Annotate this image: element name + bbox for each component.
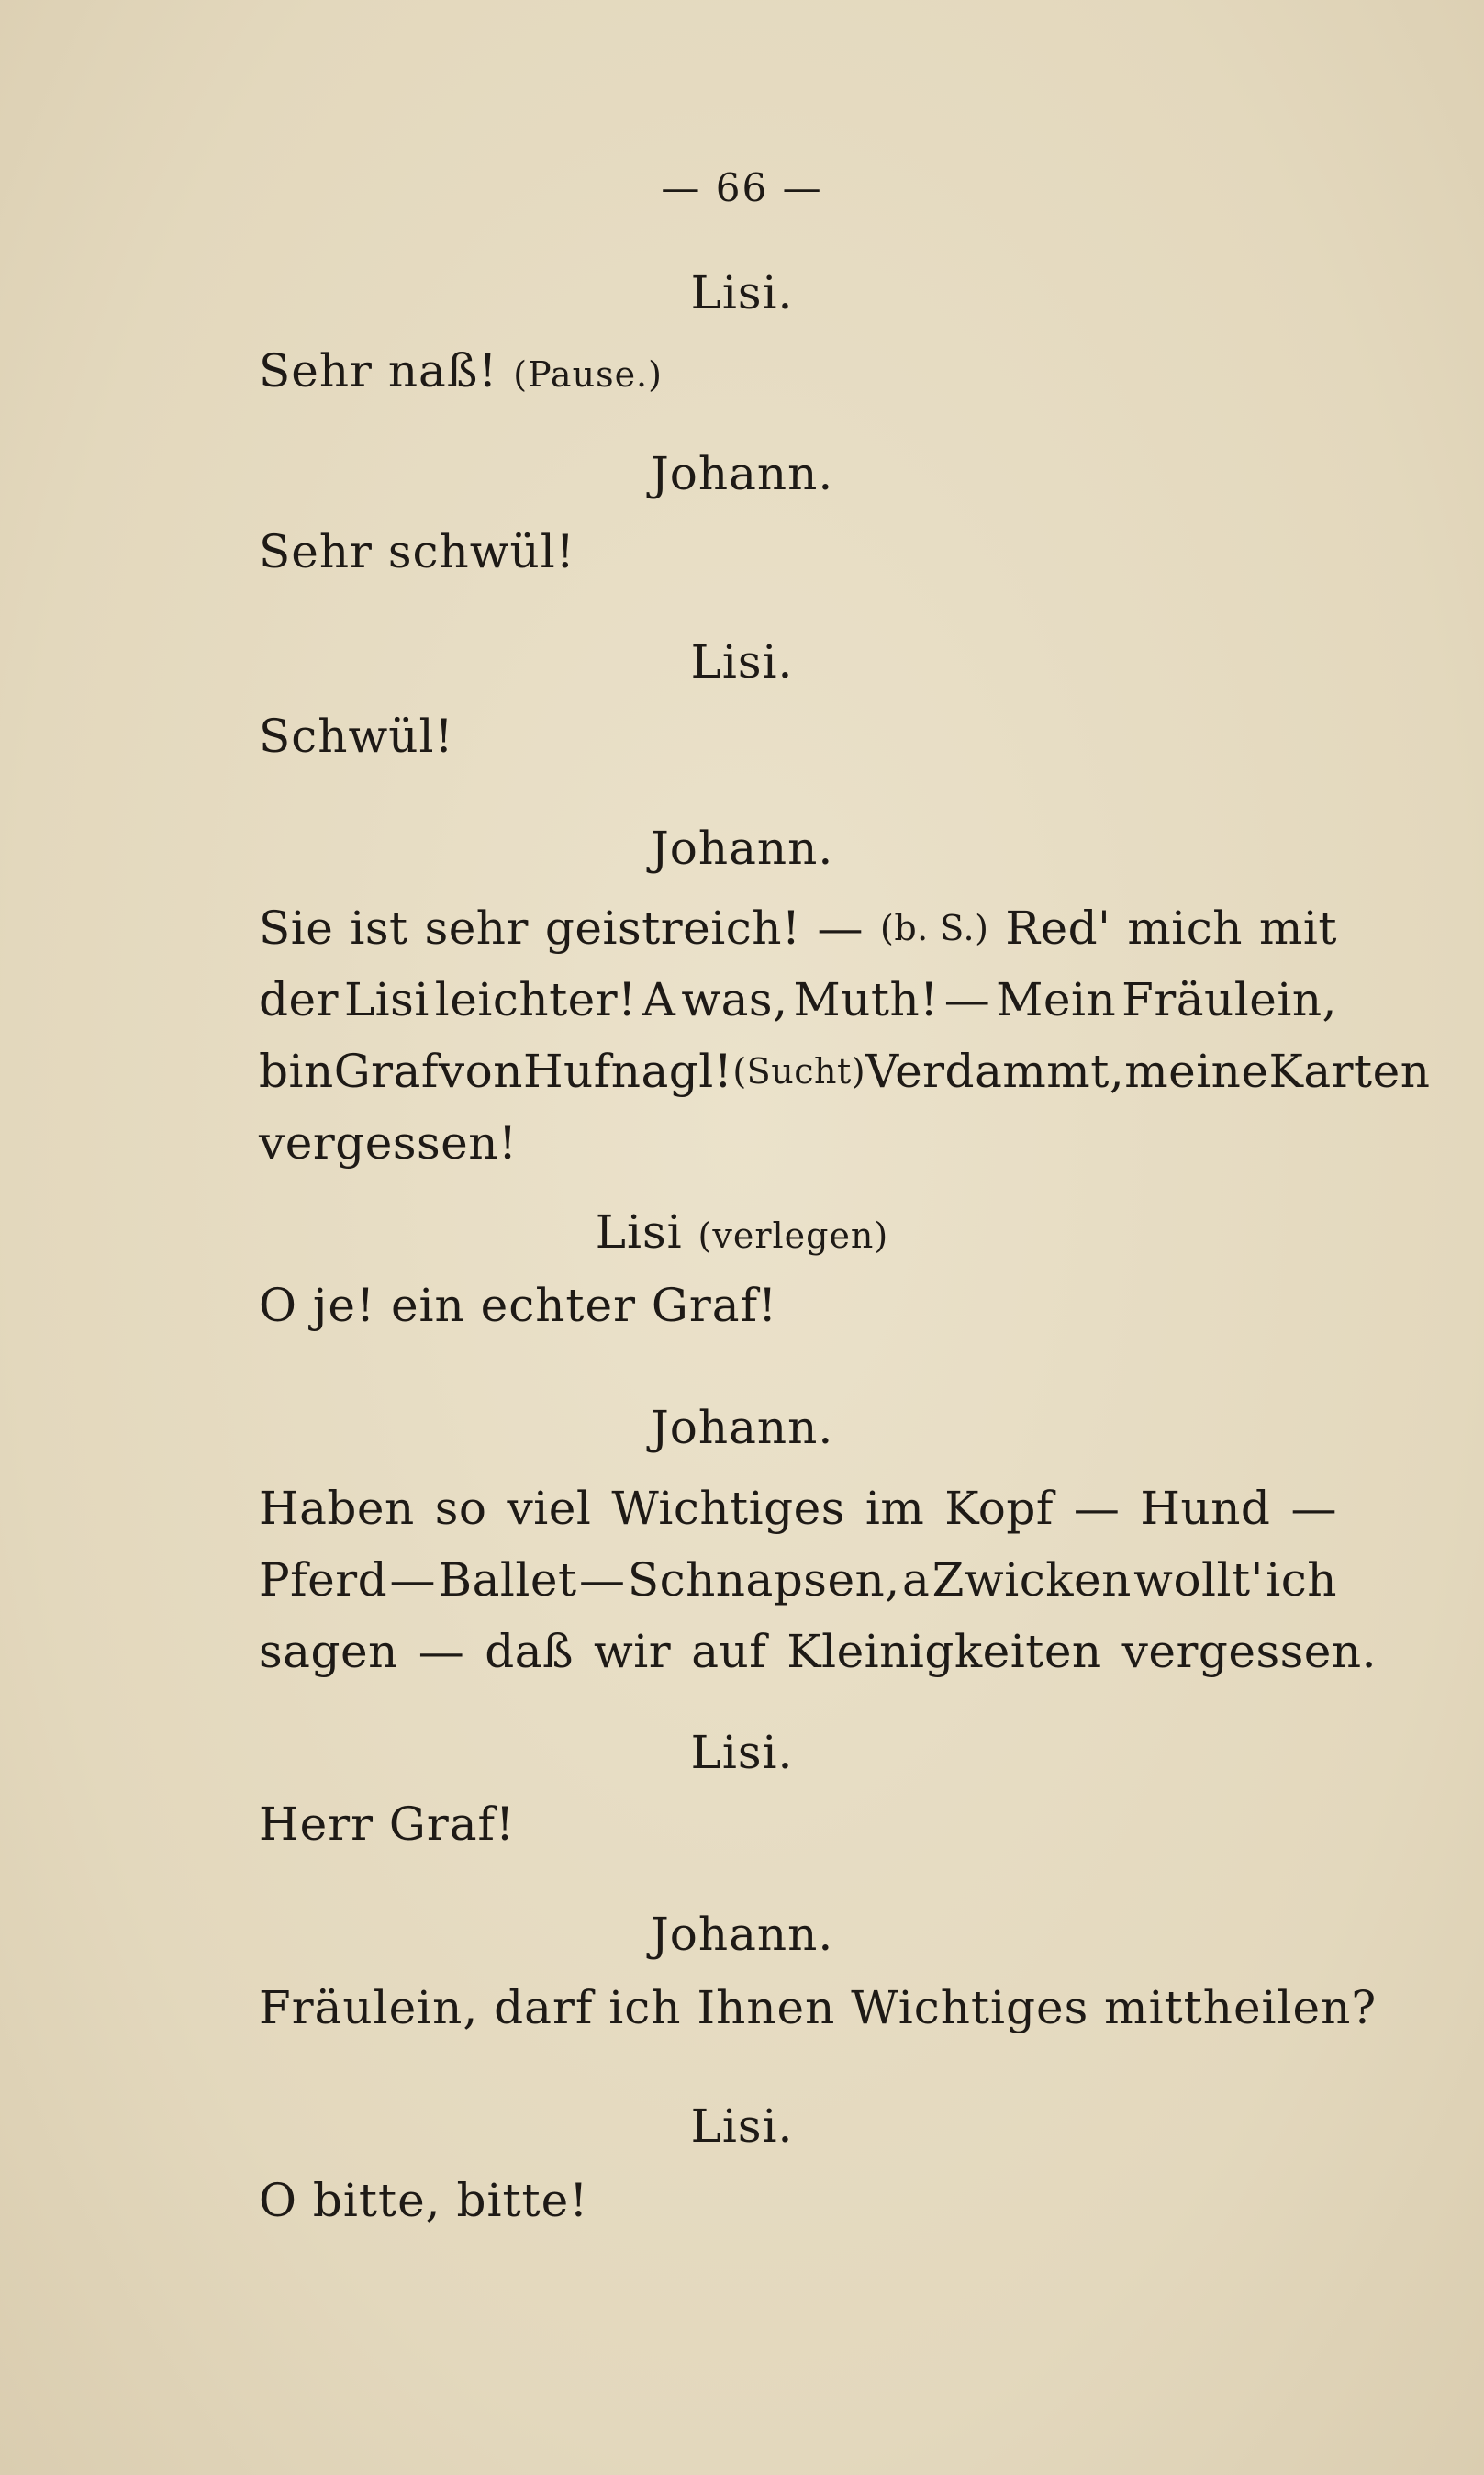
word: Schnapsen, bbox=[627, 1553, 900, 1607]
speaker-line bbox=[0, 1205, 1484, 1259]
word: sagen bbox=[259, 1625, 398, 1678]
dialogue-line: Sehr schwül! bbox=[259, 525, 575, 578]
dialogue-line: Schwül! bbox=[259, 710, 454, 763]
speaker-name: Lisi. bbox=[690, 635, 794, 689]
dialogue-line: Fräulein, darf ich Ihnen Wichtiges mittheilen? bbox=[259, 1981, 1378, 2034]
stage-direction: (Sucht) bbox=[732, 1051, 866, 1092]
speaker-name: Lisi. bbox=[690, 1726, 794, 1779]
word: vergessen. bbox=[1121, 1625, 1377, 1678]
word: geistreich! bbox=[544, 902, 801, 955]
word: Zwicken bbox=[932, 1553, 1132, 1607]
speaker-name: Johann. bbox=[650, 1401, 834, 1454]
word: was, bbox=[681, 973, 788, 1026]
paragraph-line bbox=[259, 1616, 1377, 1687]
word: Muth! bbox=[793, 973, 939, 1026]
dialogue-paragraph bbox=[259, 892, 1431, 1179]
word: Sie bbox=[259, 902, 334, 955]
word: A bbox=[642, 973, 676, 1026]
stage-direction: (verlegen) bbox=[697, 1215, 889, 1256]
speaker-name: Lisi. bbox=[690, 266, 794, 319]
word: Mein bbox=[996, 973, 1117, 1026]
word: Lisi bbox=[343, 973, 430, 1026]
word: — bbox=[943, 973, 991, 1026]
word: — bbox=[1073, 1482, 1121, 1535]
word: — bbox=[578, 1553, 626, 1607]
word: mich bbox=[1127, 902, 1243, 955]
word: Wichtiges bbox=[611, 1482, 845, 1535]
word: meine bbox=[1124, 1045, 1269, 1098]
word: viel bbox=[507, 1482, 592, 1535]
word: sehr bbox=[424, 902, 529, 955]
speaker-name: Johann. bbox=[650, 447, 834, 500]
word: — bbox=[817, 902, 865, 955]
word: Kleinigkeiten bbox=[787, 1625, 1102, 1678]
word: vergessen! bbox=[259, 1116, 518, 1170]
word: daß bbox=[485, 1625, 574, 1678]
paragraph-line bbox=[259, 1544, 1337, 1616]
word: a bbox=[902, 1553, 931, 1607]
dialogue-text: Sehr naß! bbox=[259, 344, 498, 398]
word: im bbox=[865, 1482, 925, 1535]
word: Haben bbox=[259, 1482, 415, 1535]
page-number: — 66 — bbox=[661, 165, 823, 210]
paragraph-line bbox=[259, 964, 1337, 1036]
word: bin bbox=[259, 1045, 334, 1098]
word: Fräulein, bbox=[1121, 973, 1337, 1026]
word: Pferd bbox=[259, 1553, 388, 1607]
dialogue-line: Herr Graf! bbox=[259, 1797, 516, 1851]
dialogue-paragraph bbox=[259, 1473, 1377, 1687]
word: von bbox=[438, 1045, 523, 1098]
paragraph-line bbox=[259, 892, 1337, 964]
word: auf bbox=[691, 1625, 767, 1678]
word: ist bbox=[350, 902, 408, 955]
dialogue-line: O je! ein echter Graf! bbox=[259, 1279, 778, 1332]
word: Hund bbox=[1140, 1482, 1271, 1535]
word: Ballet bbox=[438, 1553, 577, 1607]
word: — bbox=[389, 1553, 437, 1607]
word: wollt' bbox=[1133, 1553, 1264, 1607]
word: Red' bbox=[1005, 902, 1111, 955]
stage-direction: (Pause.) bbox=[513, 354, 663, 395]
speaker-name: Johann. bbox=[650, 822, 834, 875]
word: Karten bbox=[1268, 1045, 1431, 1098]
word: Verdammt, bbox=[865, 1045, 1125, 1098]
word: so bbox=[434, 1482, 487, 1535]
word: — bbox=[1290, 1482, 1337, 1535]
paragraph-line bbox=[259, 1036, 1431, 1107]
word: wir bbox=[594, 1625, 672, 1678]
word: — bbox=[418, 1625, 465, 1678]
speaker-name: Johann. bbox=[650, 1908, 834, 1961]
word: Kopf bbox=[944, 1482, 1054, 1535]
dialogue-line: O bitte, bitte! bbox=[259, 2174, 589, 2227]
speaker-name: Lisi. bbox=[690, 2100, 794, 2153]
stage-direction: (b. S.) bbox=[880, 908, 989, 948]
dialogue-line bbox=[259, 344, 1342, 398]
word: mit bbox=[1258, 902, 1337, 955]
speaker-name: Lisi bbox=[595, 1205, 683, 1259]
word: ich bbox=[1266, 1553, 1337, 1607]
word: Graf bbox=[333, 1045, 439, 1098]
paragraph-line bbox=[259, 1107, 1337, 1179]
word: Hufnagl! bbox=[522, 1045, 733, 1098]
word: der bbox=[259, 973, 339, 1026]
paragraph-line bbox=[259, 1473, 1337, 1544]
word: leichter! bbox=[434, 973, 637, 1026]
